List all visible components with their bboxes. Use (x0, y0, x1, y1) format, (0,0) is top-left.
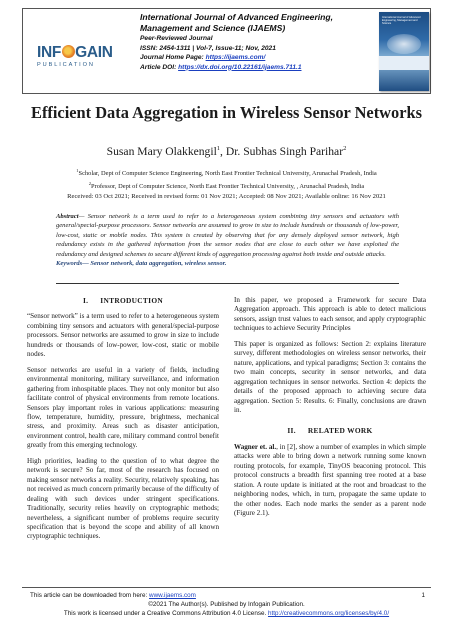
paragraph: “Sensor network” is a term used to refer to a heterogeneous system combining tiny sensors and actuators with general/special-purpose processors. Sensor networks are assumed to grow in size to include hundreds or thousands of low-power, low-cost, static or mobile nodes. (27, 312, 219, 359)
journal-cover-image (379, 12, 429, 91)
peer-reviewed-label: Peer-Reviewed Journal (140, 35, 213, 42)
author-line: Susan Mary Olakkengil$^1$, Dr. Subhas Singh Parihar$^2$ (106, 145, 347, 158)
paragraph: High priorities, leading to the question of to what degree the network is secure? So far, most of the research has focused on making sensor networks a reality. Security, relatively speaking, has not received as much concern primarily because of the difficulty of dealing with such devices under stringent specifications. Traditionally, security relies heavily on cryptographic methods; nevertheless, a significant number of problems require security specification that is beyond the scope and ability of all known cryptographic techniques. (27, 456, 219, 541)
page-footer (22, 591, 431, 618)
copyright-line: ©2021 The Author(s). Published by Infogain Publication. (148, 601, 305, 608)
cover-title: International Journal of Advanced Engineering, Management and Science (382, 16, 421, 26)
paragraph: This paper is organized as follows: Section 2: explains literature survey, different methodologies on wireless sensor networks, their nature, applications, and typical paradigms; Section 3: contains the two main concepts, security in sensor networks, and data aggregation techniques in sensor networks. Section 4: depicts the details of the proposed approach to achieving secure data aggregation. Section 5: Results. 6: Finally, conclusions are drawn in. (234, 339, 426, 414)
download-line: This article can be downloaded from here: www.ijaems.com 1 (30, 592, 425, 599)
issn-line: ISSN: 2454-1311 | Vol-7, Issue-11; Nov, 2021 (140, 44, 276, 52)
download-link[interactable]: www.ijaems.com (149, 592, 196, 599)
affiliation-1: $^1$Scholar, Dept of Computer Science Engineering, North East Frontier Technical University, Arunachal Pradesh, India (76, 168, 377, 178)
journal-info (140, 12, 362, 72)
publisher-logo (37, 45, 129, 68)
logo-globe-icon (62, 45, 75, 58)
abstract-label: Abstract (56, 213, 79, 220)
paragraph: Wagner et. al., in [2], show a number of examples in which simple attacks were able to bring down a network running some known routing protocols, for example, TinyOS beaconing protocol. This protocol constructs a breadth first spanning tree rooted at a base station. A route update is initiated at the root and broadcast to the neighboring nodes, which, in turn, propagate the same update to the other nodes. Each node marks the sender as a parent node (Figure 2.1). (234, 442, 426, 518)
license-line: This work is licensed under a Creative Commons Attribution 4.0 License. http://creativecommons.org/licenses/by/4.0/ (63, 610, 390, 617)
homepage-link[interactable]: https://ijaems.com/ (205, 54, 266, 61)
paragraph: Sensor networks are useful in a variety of fields, including environmental monitoring, military surveillance, and information gathering from inhospitable places. They not only monitor but also facilitate control of physical environments from remote locations. Sensors play important roles in various applications: measuring flow, temperature, humidity, pressure, brightness, mechanical stress, and proximity. Areas such as disaster anticipation, environment control, health care, military command control benefit greatly from this emerging technology. (27, 365, 219, 450)
section-heading-introduction: I. INTRODUCTION (82, 296, 164, 305)
abstract (56, 212, 399, 268)
left-column (27, 296, 219, 548)
article-dates: Received: 03 Oct 2021; Received in revised form: 01 Nov 2021; Accepted: 08 Nov 2021; Available online: 16 Nov 2021 (67, 193, 386, 200)
abstract-text: — Sensor network is a term used to refer to a heterogeneous system combining tiny sensors and actuators with general/special-purpose processors. Sensor networks are assumed to grow in size to include hundreds or thousands of low-power, low-cost, static or mobile nodes. This system is created by observing that for any densely deployed sensor network, high redundancy exists in the gathered information from the sensor nodes that are close to each other we have exploited the redundancy and designed schemes to secure different kinds of aggregation processing against both inside and outside attacks. (56, 213, 399, 258)
page-number: 1 (421, 592, 425, 599)
abstract-divider (56, 283, 399, 284)
journal-title: International Journal of Advanced Engineering, Management and Science (IJAEMS) (140, 12, 334, 33)
section-heading-related-work: II. RELATED WORK (287, 426, 373, 436)
paragraph: In this paper, we proposed a Framework for secure Data Aggregation approach. This approach is able to detect malicious sensors, assign trust values to each sensor, and apply cryptographic techniques to achieve Security Principles (234, 296, 426, 333)
cover-glow (387, 34, 421, 54)
logo-wordmark: INF GAIN (37, 44, 113, 61)
paper-title: Efficient Data Aggregation in Wireless Sensor Networks (31, 103, 422, 122)
doi-link[interactable]: https://dx.doi.org/10.22161/ijaems.711.1 (178, 63, 302, 71)
license-link[interactable]: http://creativecommons.org/licenses/by/4.0/ (267, 610, 390, 617)
cover-band (379, 56, 429, 70)
footer-divider (22, 587, 431, 588)
homepage-line: Journal Home Page: https://ijaems.com/ (140, 54, 266, 61)
keywords: Keywords— Sensor network, data aggregation, wireless sensor. (56, 260, 227, 268)
affiliations (30, 166, 423, 191)
doi-line: Article DOI: https://dx.doi.org/10.22161/ijaems.711.1 (140, 63, 302, 71)
journal-header (22, 8, 431, 94)
affiliation-2: $^2$Professor, Dept of Computer Science, North East Frontier Technical University, , Arunachal Pradesh, India (88, 180, 365, 190)
right-column (234, 296, 426, 525)
logo-subtitle: PUBLICATION (37, 62, 95, 68)
